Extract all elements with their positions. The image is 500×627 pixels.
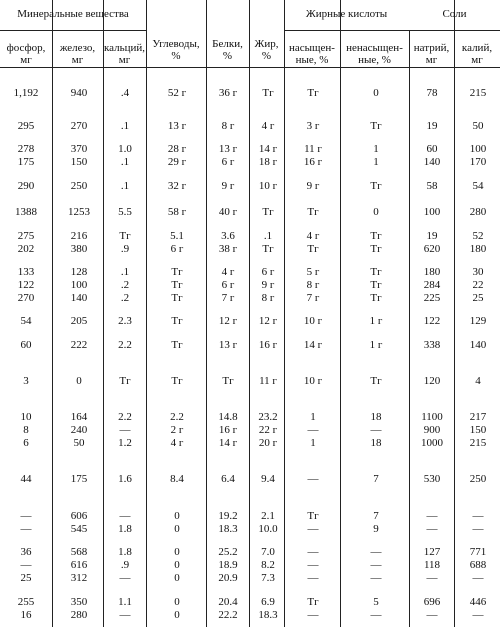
table-cell: 940 xyxy=(70,87,88,99)
table-cell: .1 xyxy=(263,230,273,242)
table-cell: 338 xyxy=(423,339,441,351)
table-cell: 180 xyxy=(469,243,487,255)
table-cell: 8 xyxy=(23,424,29,436)
table-cell: 8.2 xyxy=(261,559,275,571)
table-cell: 2.2 xyxy=(170,411,184,423)
table-cell: — xyxy=(370,559,382,571)
table-cell: 1 xyxy=(310,411,316,423)
table-cell: Тг xyxy=(370,180,382,192)
column-divider xyxy=(52,0,53,627)
table-cell: — xyxy=(119,510,131,522)
table-cell: 10 г xyxy=(303,315,323,327)
table-cell: — xyxy=(307,523,319,535)
table-cell: Тг xyxy=(171,339,183,351)
table-cell: 1.8 xyxy=(118,523,132,535)
table-cell: — xyxy=(472,572,484,584)
table-cell: 7 xyxy=(373,510,379,522)
column-divider xyxy=(340,0,341,627)
table-cell: 140 xyxy=(469,339,487,351)
header-bottom-rule xyxy=(0,67,500,68)
table-cell: 10 г xyxy=(303,375,323,387)
table-cell: 3 xyxy=(23,375,29,387)
table-cell: Тг xyxy=(370,243,382,255)
table-cell: 0 xyxy=(174,510,180,522)
table-cell: 9 г xyxy=(306,180,320,192)
table-cell: Тг xyxy=(171,315,183,327)
table-cell: 129 xyxy=(469,315,487,327)
table-cell: Тг xyxy=(307,596,319,608)
table-cell: Тг xyxy=(307,243,319,255)
table-cell: 295 xyxy=(17,120,35,132)
table-cell: 20.9 xyxy=(218,572,238,584)
table-cell: 122 xyxy=(17,279,35,291)
table-cell: 0 xyxy=(373,87,379,99)
table-cell: — xyxy=(307,609,319,621)
table-cell: 164 xyxy=(70,411,88,423)
table-cell: 10 г xyxy=(258,180,278,192)
table-cell: — xyxy=(370,572,382,584)
table-cell: 23.2 xyxy=(258,411,278,423)
table-cell: 215 xyxy=(469,437,487,449)
table-cell: 2.3 xyxy=(118,315,132,327)
table-cell: 4 г xyxy=(306,230,320,242)
table-cell: 2.2 xyxy=(118,411,132,423)
table-cell: 0 xyxy=(174,596,180,608)
table-cell: 1.8 xyxy=(118,546,132,558)
table-cell: .1 xyxy=(120,156,130,168)
table-cell: 12 г xyxy=(218,315,238,327)
minerals-group-header: Минеральные вещества xyxy=(17,8,129,20)
column-header: железо, xyxy=(59,42,96,54)
table-cell: 1 г xyxy=(369,315,383,327)
table-cell: — xyxy=(426,510,438,522)
table-cell: 6.9 xyxy=(261,596,275,608)
table-cell: 1.6 xyxy=(118,473,132,485)
table-cell: 370 xyxy=(70,143,88,155)
table-cell: 4 г xyxy=(170,437,184,449)
column-header: Жир, xyxy=(254,38,279,50)
table-cell: 18.3 xyxy=(258,609,278,621)
table-cell: 100 xyxy=(469,143,487,155)
table-cell: 60 xyxy=(426,143,438,155)
table-cell: 222 xyxy=(70,339,88,351)
table-cell: .1 xyxy=(120,120,130,132)
table-cell: 1 xyxy=(373,156,379,168)
table-cell: 11 г xyxy=(259,375,277,387)
table-cell: 3 г xyxy=(306,120,320,132)
table-cell: .1 xyxy=(120,180,130,192)
table-cell: 380 xyxy=(70,243,88,255)
table-cell: 16 г xyxy=(258,339,278,351)
table-cell: 545 xyxy=(70,523,88,535)
table-cell: 6 г xyxy=(170,243,184,255)
table-cell: — xyxy=(370,424,382,436)
table-cell: 19 xyxy=(426,230,438,242)
table-cell: 19.2 xyxy=(218,510,238,522)
table-cell: 8 г xyxy=(221,120,235,132)
table-cell: 8 г xyxy=(306,279,320,291)
table-cell: Тг xyxy=(307,510,319,522)
table-cell: 568 xyxy=(70,546,88,558)
table-cell: 1 xyxy=(373,143,379,155)
table-cell: 38 г xyxy=(218,243,238,255)
table-cell: 278 xyxy=(17,143,35,155)
table-cell: .2 xyxy=(120,292,130,304)
table-cell: 250 xyxy=(70,180,88,192)
table-cell: — xyxy=(472,609,484,621)
table-cell: 58 г xyxy=(167,206,187,218)
table-cell: Тг xyxy=(307,87,319,99)
table-cell: 50 xyxy=(73,437,85,449)
table-cell: 696 xyxy=(423,596,441,608)
table-cell: 202 xyxy=(17,243,35,255)
table-cell: 11 г xyxy=(304,143,322,155)
column-header: насыщен- xyxy=(289,42,335,54)
table-cell: 120 xyxy=(423,375,441,387)
table-cell: 688 xyxy=(469,559,487,571)
column-header: калий, xyxy=(461,42,493,54)
column-header: мг xyxy=(118,54,131,66)
table-cell: 4 г xyxy=(261,120,275,132)
table-cell: 1388 xyxy=(15,206,37,218)
table-cell: 5.5 xyxy=(118,206,132,218)
table-cell: 1.0 xyxy=(118,143,132,155)
table-cell: 7 г xyxy=(306,292,320,304)
table-cell: 52 г xyxy=(167,87,187,99)
table-cell: 44 xyxy=(20,473,32,485)
table-cell: 8 г xyxy=(261,292,275,304)
column-header: ненасыщен- xyxy=(346,42,403,54)
table-cell: 771 xyxy=(469,546,487,558)
table-cell: — xyxy=(472,510,484,522)
table-cell: 7.3 xyxy=(261,572,275,584)
table-cell: — xyxy=(370,546,382,558)
column-header: мг xyxy=(425,54,438,66)
table-cell: — xyxy=(119,424,131,436)
salts-group-header: Соли xyxy=(442,8,467,20)
table-cell: 6 xyxy=(23,437,29,449)
column-header: % xyxy=(171,50,181,62)
table-cell: 6 г xyxy=(261,266,275,278)
table-cell: 0 xyxy=(76,375,82,387)
table-cell: Тг xyxy=(370,279,382,291)
table-cell: 50 xyxy=(472,120,484,132)
table-cell: 312 xyxy=(70,572,88,584)
table-cell: 118 xyxy=(423,559,441,571)
table-cell: 32 г xyxy=(167,180,187,192)
table-cell: 19 xyxy=(426,120,438,132)
table-cell: 60 xyxy=(20,339,32,351)
table-cell: 0 xyxy=(174,609,180,621)
table-cell: 255 xyxy=(17,596,35,608)
table-cell: 284 xyxy=(423,279,441,291)
column-header: натрий, xyxy=(413,42,450,54)
table-cell: 6 г xyxy=(221,156,235,168)
table-cell: 175 xyxy=(70,473,88,485)
table-cell: 5.1 xyxy=(170,230,184,242)
table-cell: 170 xyxy=(469,156,487,168)
table-cell: 9 г xyxy=(261,279,275,291)
table-cell: 2.1 xyxy=(261,510,275,522)
table-cell: 620 xyxy=(423,243,441,255)
table-cell: 1000 xyxy=(421,437,443,449)
table-cell: 205 xyxy=(70,315,88,327)
table-cell: 13 г xyxy=(218,339,238,351)
column-header: % xyxy=(261,50,272,62)
table-cell: 54 xyxy=(472,180,484,192)
table-cell: 25 xyxy=(20,572,32,584)
table-cell: 0 xyxy=(174,546,180,558)
table-cell: 9 xyxy=(373,523,379,535)
table-cell: 240 xyxy=(70,424,88,436)
table-cell: 20.4 xyxy=(218,596,238,608)
table-cell: 6.4 xyxy=(221,473,235,485)
table-cell: 4 г xyxy=(221,266,235,278)
table-cell: 12 г xyxy=(258,315,278,327)
column-header: кальций, xyxy=(103,42,146,54)
table-cell: Тг xyxy=(262,243,274,255)
table-cell: 0 xyxy=(174,523,180,535)
table-cell: — xyxy=(472,523,484,535)
table-cell: Тг xyxy=(370,266,382,278)
table-cell: 100 xyxy=(423,206,441,218)
table-cell: 275 xyxy=(17,230,35,242)
table-cell: 9.4 xyxy=(261,473,275,485)
table-cell: 28 г xyxy=(167,143,187,155)
salts-underline xyxy=(409,30,500,31)
table-cell: 215 xyxy=(469,87,487,99)
table-cell: 1 г xyxy=(369,339,383,351)
table-cell: 1253 xyxy=(68,206,90,218)
table-cell: 3.6 xyxy=(221,230,235,242)
table-cell: 25 xyxy=(472,292,484,304)
table-cell: 0 xyxy=(174,559,180,571)
table-cell: 18 xyxy=(370,411,382,423)
table-cell: Тг xyxy=(171,375,183,387)
table-cell: 7 г xyxy=(221,292,235,304)
fatty-acids-underline xyxy=(284,30,409,31)
table-cell: 127 xyxy=(423,546,441,558)
table-cell: 140 xyxy=(423,156,441,168)
table-cell: — xyxy=(426,609,438,621)
table-cell: — xyxy=(370,609,382,621)
column-header: Белки, xyxy=(212,38,243,50)
table-cell: 54 xyxy=(20,315,32,327)
table-cell: 58 xyxy=(426,180,438,192)
table-cell: — xyxy=(20,559,32,571)
table-cell: — xyxy=(307,473,319,485)
table-cell: 9 г xyxy=(221,180,235,192)
table-cell: — xyxy=(307,572,319,584)
table-cell: Тг xyxy=(262,87,274,99)
column-header: фосфор, xyxy=(6,42,46,54)
table-cell: — xyxy=(119,572,131,584)
table-cell: — xyxy=(307,546,319,558)
table-cell: 150 xyxy=(469,424,487,436)
table-cell: 270 xyxy=(70,120,88,132)
table-cell: 18 г xyxy=(258,156,278,168)
table-cell: .4 xyxy=(120,87,130,99)
table-cell: 20 г xyxy=(258,437,278,449)
table-cell: 2 г xyxy=(170,424,184,436)
table-cell: 175 xyxy=(17,156,35,168)
column-header: мг xyxy=(71,54,84,66)
table-cell: 0 xyxy=(174,572,180,584)
table-cell: — xyxy=(426,523,438,535)
column-header: ные, % xyxy=(295,54,329,66)
table-cell: Тг xyxy=(119,230,131,242)
table-cell: 280 xyxy=(70,609,88,621)
table-cell: 18 xyxy=(370,437,382,449)
table-cell: 16 xyxy=(20,609,32,621)
table-cell: 13 г xyxy=(218,143,238,155)
table-cell: Тг xyxy=(370,120,382,132)
table-cell: 36 xyxy=(20,546,32,558)
table-cell: Тг xyxy=(171,266,183,278)
table-cell: .9 xyxy=(120,243,130,255)
table-cell: 18.3 xyxy=(218,523,238,535)
table-cell: 1.2 xyxy=(118,437,132,449)
table-cell: 6 г xyxy=(221,279,235,291)
fatty-acids-group-header: Жирные кислоты xyxy=(305,8,388,20)
table-cell: — xyxy=(119,609,131,621)
column-header: % xyxy=(222,50,233,62)
table-cell: — xyxy=(20,523,32,535)
table-cell: 217 xyxy=(469,411,487,423)
table-cell: 22 xyxy=(472,279,484,291)
table-cell: 18.9 xyxy=(218,559,238,571)
table-cell: 0 xyxy=(373,206,379,218)
table-cell: 40 г xyxy=(218,206,238,218)
table-cell: 52 xyxy=(472,230,484,242)
table-cell: 14 г xyxy=(303,339,323,351)
table-cell: 616 xyxy=(70,559,88,571)
table-cell: 128 xyxy=(70,266,88,278)
table-cell: 1 xyxy=(310,437,316,449)
table-cell: 22 г xyxy=(258,424,278,436)
table-cell: Тг xyxy=(370,230,382,242)
table-cell: 250 xyxy=(469,473,487,485)
table-cell: .9 xyxy=(120,559,130,571)
table-cell: 216 xyxy=(70,230,88,242)
table-cell: 29 г xyxy=(167,156,187,168)
table-cell: 150 xyxy=(70,156,88,168)
minerals-underline xyxy=(0,30,146,31)
table-cell: 140 xyxy=(70,292,88,304)
table-cell: 270 xyxy=(17,292,35,304)
table-cell: 530 xyxy=(423,473,441,485)
table-cell: 350 xyxy=(70,596,88,608)
table-cell: 36 г xyxy=(218,87,238,99)
table-cell: 180 xyxy=(423,266,441,278)
table-cell: 14 г xyxy=(258,143,278,155)
table-cell: 22.2 xyxy=(218,609,238,621)
table-cell: 280 xyxy=(469,206,487,218)
table-cell: Тг xyxy=(370,292,382,304)
table-cell: 606 xyxy=(70,510,88,522)
table-cell: Тг xyxy=(222,375,234,387)
column-header: Углеводы, xyxy=(152,38,200,50)
table-cell: 78 xyxy=(426,87,438,99)
table-cell: 133 xyxy=(17,266,35,278)
table-cell: 10.0 xyxy=(258,523,278,535)
table-cell: 100 xyxy=(70,279,88,291)
table-cell: 8.4 xyxy=(170,473,184,485)
table-cell: 14 г xyxy=(218,437,238,449)
table-cell: Тг xyxy=(171,292,183,304)
column-header: мг xyxy=(471,54,483,66)
table-cell: 16 г xyxy=(303,156,323,168)
table-cell: Тг xyxy=(370,375,382,387)
table-cell: Тг xyxy=(171,279,183,291)
table-cell: 30 xyxy=(472,266,484,278)
column-header: ные, % xyxy=(358,54,391,66)
table-cell: Тг xyxy=(119,375,131,387)
column-header: мг xyxy=(20,54,32,66)
table-cell: 4 xyxy=(475,375,481,387)
table-cell: 13 г xyxy=(167,120,187,132)
table-cell: .1 xyxy=(120,266,130,278)
table-cell: 122 xyxy=(423,315,441,327)
table-cell: 900 xyxy=(423,424,441,436)
table-cell: 1.1 xyxy=(118,596,132,608)
table-cell: 7 xyxy=(373,473,379,485)
table-cell: 10 xyxy=(20,411,32,423)
table-cell: 5 г xyxy=(306,266,320,278)
table-cell: 16 г xyxy=(218,424,238,436)
table-cell: .2 xyxy=(120,279,130,291)
table-cell: 25.2 xyxy=(218,546,238,558)
table-cell: 1100 xyxy=(421,411,443,423)
table-cell: 5 xyxy=(373,596,379,608)
table-cell: Тг xyxy=(262,206,274,218)
table-cell: 7.0 xyxy=(261,546,275,558)
table-cell: 225 xyxy=(423,292,441,304)
table-cell: — xyxy=(307,559,319,571)
table-cell: Тг xyxy=(307,206,319,218)
table-cell: — xyxy=(426,572,438,584)
table-cell: 290 xyxy=(17,180,35,192)
table-cell: 2.2 xyxy=(118,339,132,351)
table-cell: 1,192 xyxy=(13,87,39,99)
table-cell: 446 xyxy=(469,596,487,608)
table-cell: — xyxy=(20,510,32,522)
table-cell: — xyxy=(307,424,319,436)
table-cell: 14.8 xyxy=(218,411,238,423)
